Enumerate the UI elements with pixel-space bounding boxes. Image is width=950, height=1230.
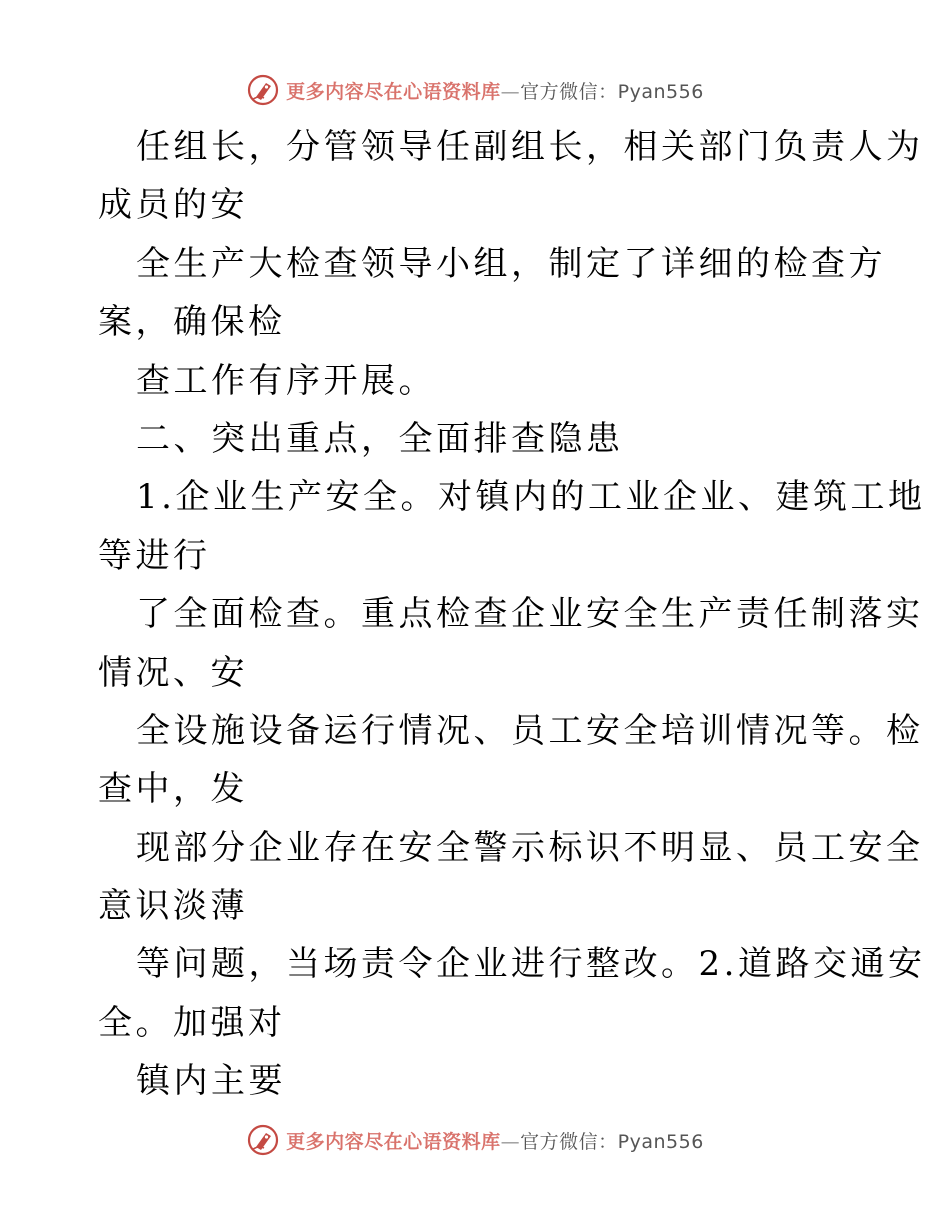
watermark-wechat: 官方微信：Pyan556: [520, 1130, 704, 1153]
section-heading: 二、突出重点，全面排查隐患: [136, 418, 624, 459]
text-line: 等问题，当场责令企业进行整改。2.道路交通安: [136, 944, 926, 985]
text-line: 全设施设备运行情况、员工安全培训情况等。检: [136, 710, 924, 751]
text-line: 等进行: [98, 535, 211, 576]
pen-nib-logo-icon: [246, 73, 280, 107]
watermark-separator: —: [500, 80, 521, 103]
text-line: 查工作有序开展。: [136, 360, 436, 401]
text-line: 了全面检查。重点检查企业安全生产责任制落实: [136, 594, 924, 635]
text-line: 意识淡薄: [98, 886, 248, 927]
document-body: [98, 118, 926, 1111]
text-line: 查中，发: [98, 769, 248, 810]
text-line: 情况、安: [98, 652, 248, 693]
watermark-wechat: 官方微信：Pyan556: [520, 80, 704, 103]
watermark-text: [286, 77, 704, 104]
text-line: 任组长，分管领导任副组长，相关部门负责人为: [136, 127, 924, 167]
text-line: 全。加强对: [98, 1002, 286, 1043]
text-line: 1.企业生产安全。对镇内的工业企业、建筑工地: [136, 477, 926, 518]
pen-nib-logo-icon: [246, 1123, 280, 1157]
text-line: 成员的安: [98, 185, 248, 226]
footer-watermark: [0, 1120, 950, 1160]
text-line: 现部分企业存在安全警示标识不明显、员工安全: [136, 827, 924, 868]
header-watermark: [0, 70, 950, 110]
text-line: 案，确保检: [98, 302, 286, 343]
watermark-brand: 更多内容尽在心语资料库: [286, 80, 501, 103]
watermark-text: [286, 1127, 704, 1154]
text-line: 镇内主要: [136, 1061, 286, 1102]
text-line: 全生产大检查领导小组，制定了详细的检查方: [136, 243, 886, 284]
watermark-separator: —: [500, 1130, 521, 1153]
watermark-brand: 更多内容尽在心语资料库: [286, 1130, 501, 1153]
